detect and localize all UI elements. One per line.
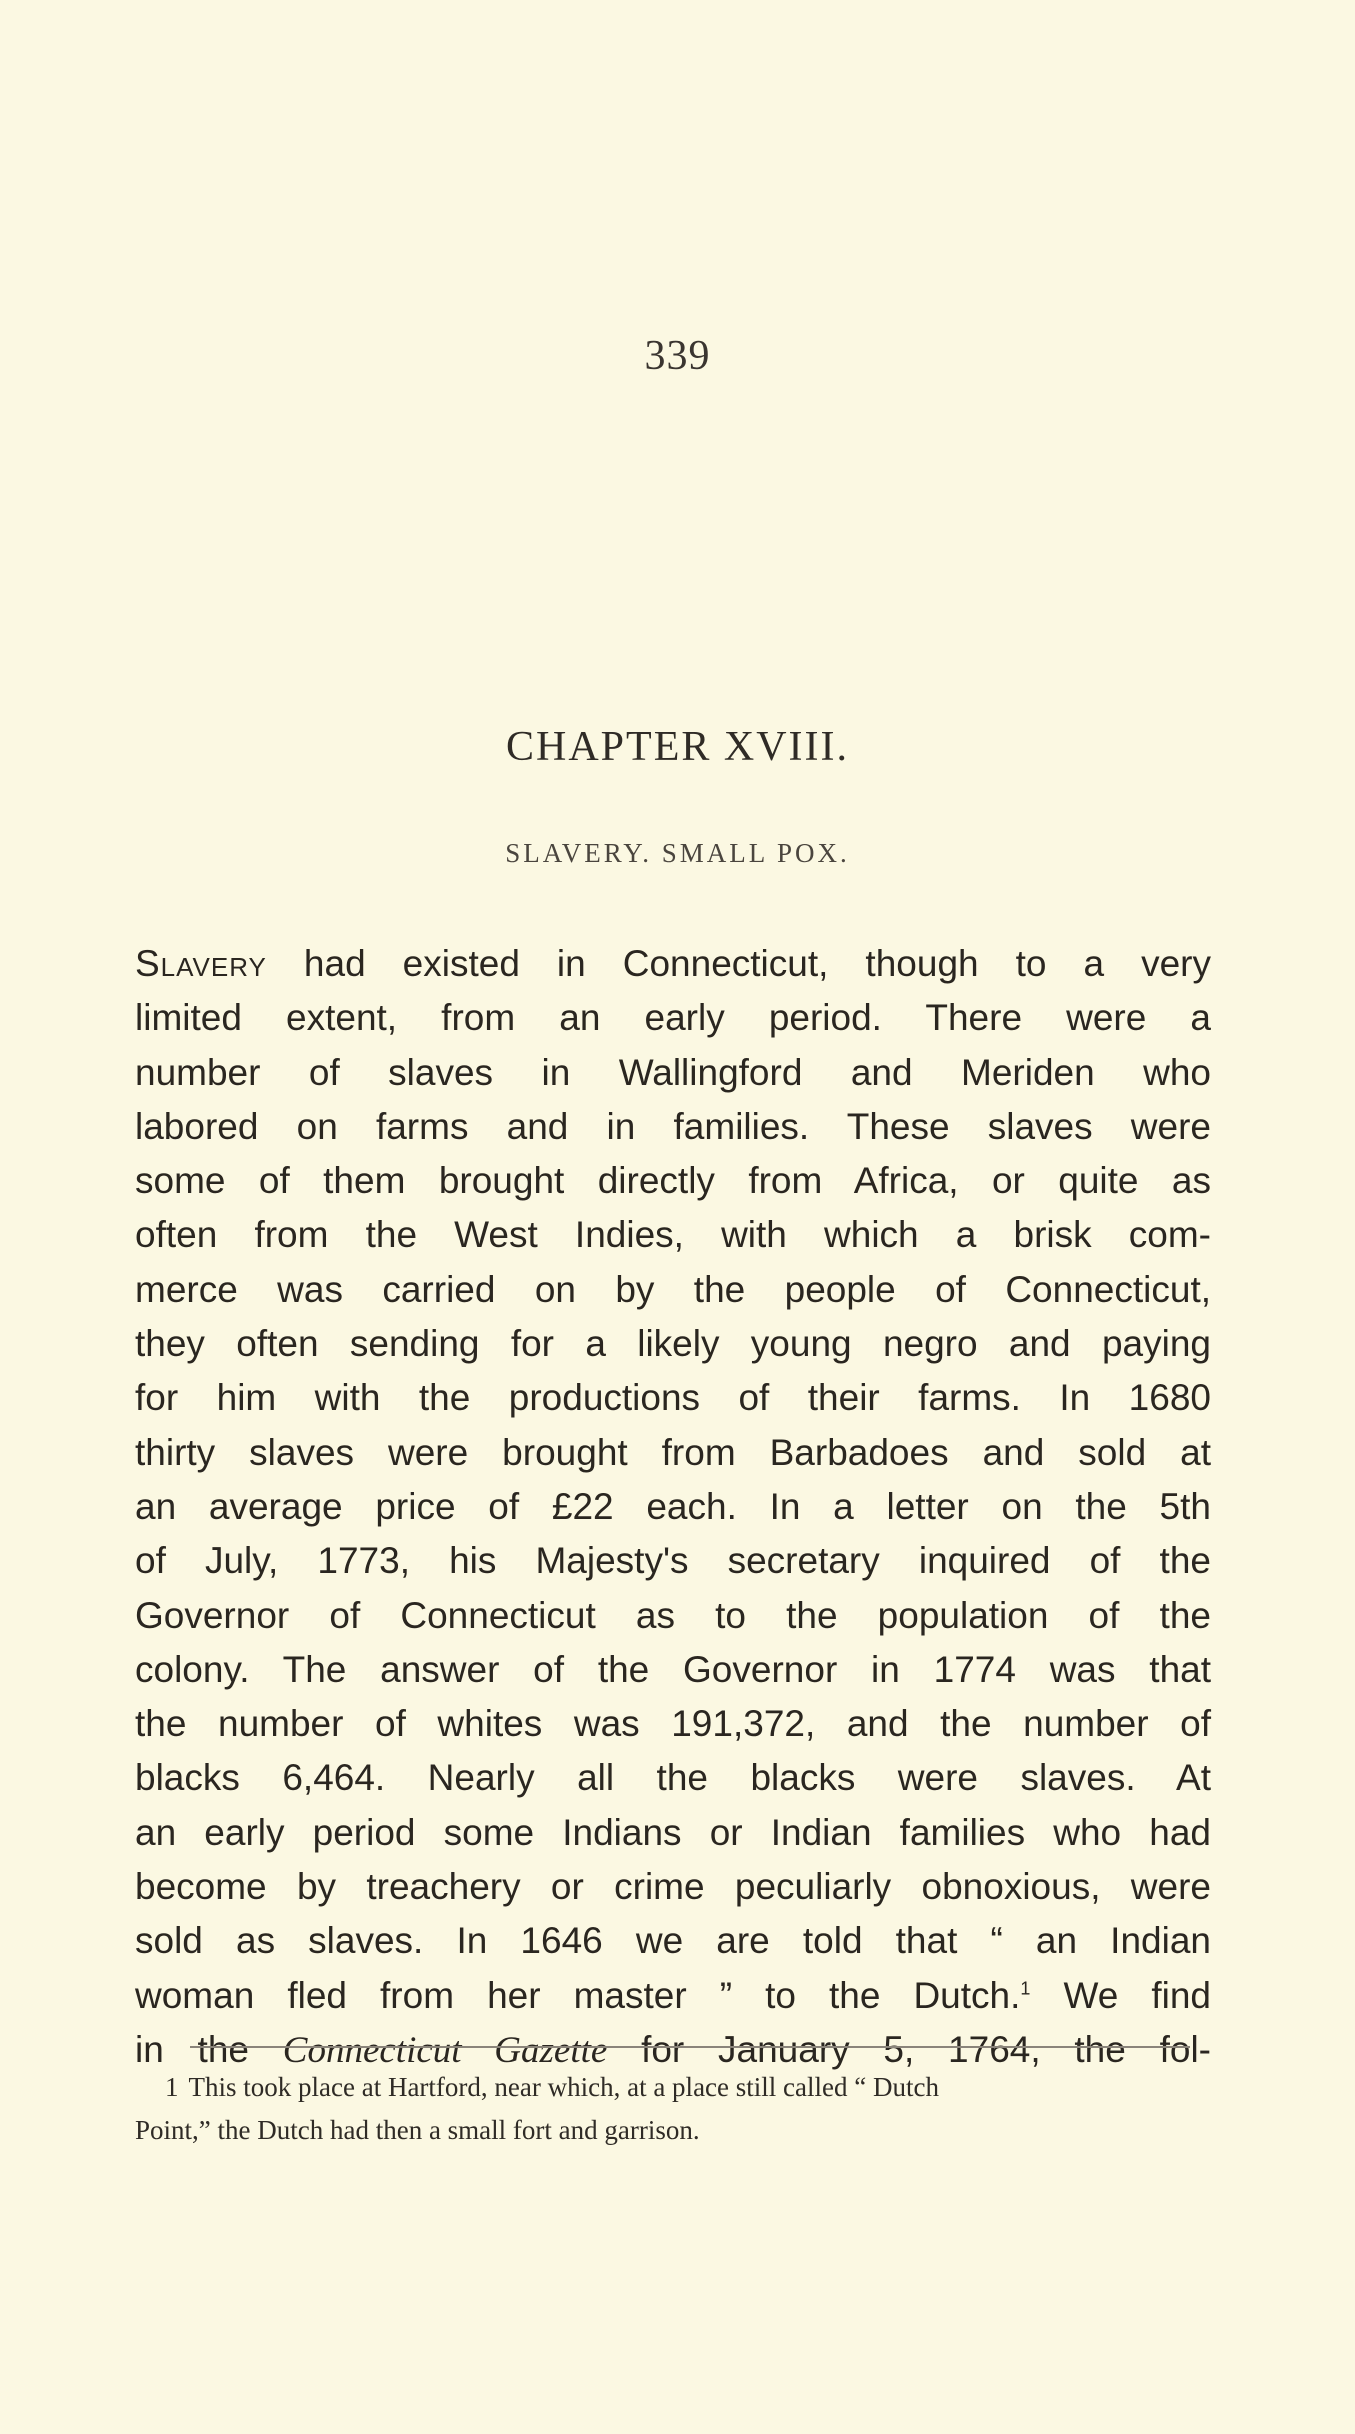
newspaper-title: Connecticut Gazette	[282, 2029, 608, 2071]
line-text: in the	[135, 2028, 283, 2070]
footnote-marker: 1	[165, 2072, 179, 2102]
line-text: had existed in Connecticut, though to a very	[266, 943, 1211, 984]
body-line: often from the West Indies, with which a brisk com-	[135, 1214, 1211, 1256]
footnote	[135, 2066, 1215, 2152]
body-line: Governor of Connecticut as to the population of the	[135, 1594, 1211, 1636]
body-line: merce was carried on by the people of Connecticut,	[135, 1268, 1211, 1310]
footnote-reference: 1	[1020, 1978, 1031, 1999]
body-line: limited extent, from an early period. There were a	[135, 997, 1211, 1039]
line-text: We find	[1030, 1974, 1211, 2016]
body-paragraph	[135, 937, 1211, 2077]
body-line	[135, 937, 1211, 991]
footnote-line	[135, 2066, 1215, 2109]
body-line: an early period some Indians or Indian families who had	[135, 1811, 1211, 1853]
body-line	[135, 1969, 1211, 2023]
footnote-divider	[190, 2046, 1190, 2048]
footnote-line: Point,” the Dutch had then a small fort and garrison.	[135, 2115, 700, 2145]
body-line: some of them brought directly from Africa, or quite as	[135, 1160, 1211, 1202]
line-text: for January 5, 1764, the fol-	[607, 2028, 1211, 2070]
line-text: woman fled from her master ” to the Dutch.	[135, 1974, 1021, 2016]
page-number: 339	[644, 333, 711, 379]
first-word: Slavery	[135, 943, 267, 984]
body-line: colony. The answer of the Governor in 1774 was that	[135, 1648, 1211, 1690]
footnote-text: This took place at Hartford, near which, at a place still called “ Dutch	[188, 2072, 939, 2102]
body-line: blacks 6,464. Nearly all the blacks were slaves. At	[135, 1757, 1211, 1799]
body-line: labored on farms and in families. These slaves were	[135, 1105, 1211, 1147]
body-line: of July, 1773, his Majesty's secretary inquired of the	[135, 1540, 1211, 1582]
body-line: an average price of £22 each. In a letter on the 5th	[135, 1485, 1211, 1527]
body-line: number of slaves in Wallingford and Meriden who	[135, 1051, 1211, 1093]
body-line: the number of whites was 191,372, and the number of	[135, 1703, 1211, 1745]
body-line: sold as slaves. In 1646 we are told that “ an Indian	[135, 1920, 1211, 1962]
chapter-title: CHAPTER XVIII.	[506, 724, 849, 770]
body-line: for him with the productions of their farms. In 1680	[135, 1377, 1211, 1419]
body-line: thirty slaves were brought from Barbadoes and sold at	[135, 1431, 1211, 1473]
body-line: they often sending for a likely young negro and paying	[135, 1323, 1211, 1365]
body-line: become by treachery or crime peculiarly obnoxious, were	[135, 1866, 1211, 1908]
chapter-subtitle: SLAVERY. SMALL POX.	[505, 838, 850, 868]
